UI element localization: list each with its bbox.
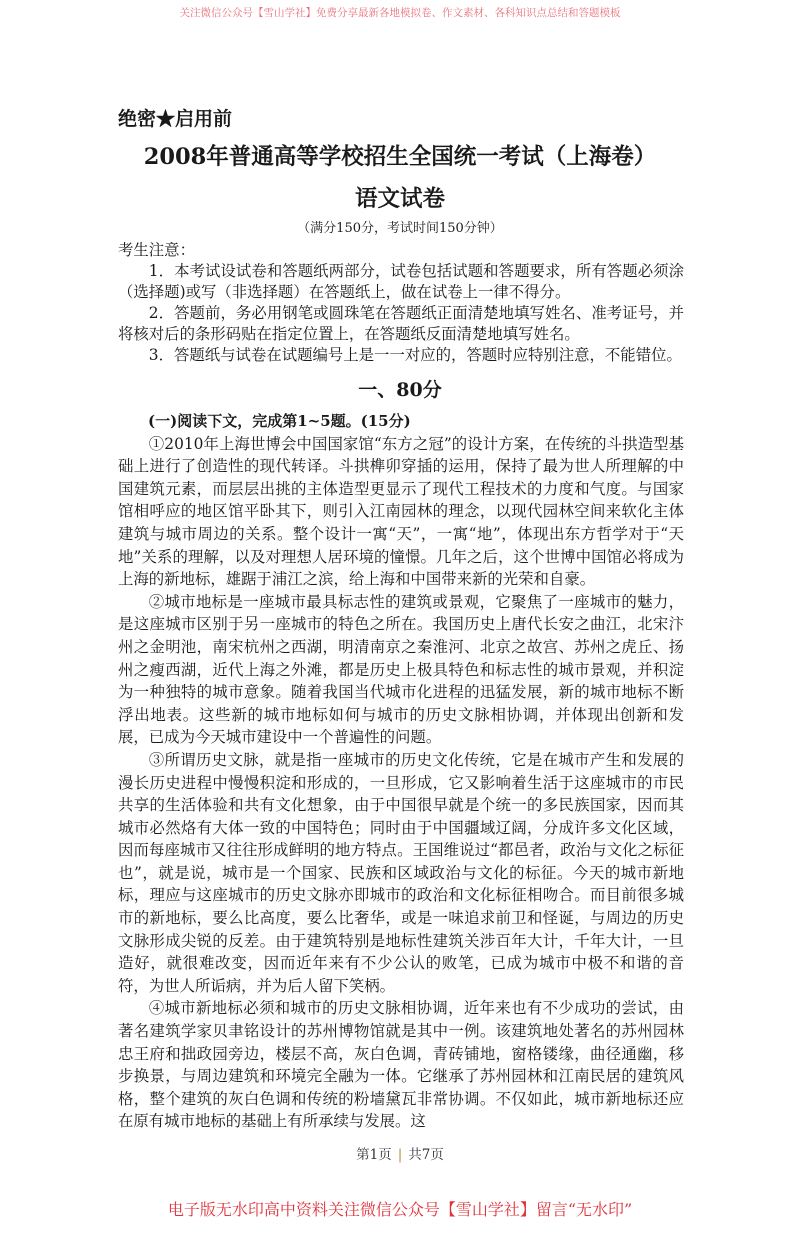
section-heading: 一、80分 (358, 379, 442, 401)
page-total: 共7页 (408, 1147, 444, 1163)
notice-item: 2．答题前，务必用钢笔或圆珠笔在答题纸正面清楚地填写姓名、准考证号，并将核对后的条形码贴在指定位置上，在答题纸反面清楚地填写姓名。 (118, 304, 684, 343)
passage-paragraph: ④城市新地标必须和城市的历史文脉相协调，近年来也有不少成功的尝试，由著名建筑学家贝聿铭设计的苏州博物馆就是其中一例。该建筑地处著名的苏州园林忠王府和拙政园旁边，楼层不高，灰白色调，青砖铺地，窗格镂缘，曲径通幽，移步换景，与周边建筑和环境完全融为一体。它继承了苏州园林和江南民居的建筑风格，整个建筑的灰白色调和传统的粉墙黛瓦非常协调。不仅如此，城市新地标还应在原有城市地标的基础上有所承续与发展。这 (118, 999, 684, 1131)
top-promo-banner: 关注微信公众号【雪山学社】免费分享最新各地模拟卷、作文素材、各科知识点总结和答题模板 (179, 7, 621, 19)
notice-heading: 考生注意： (118, 241, 195, 259)
confidential-label: 绝密★启用前 (118, 108, 233, 130)
exam-title: 2008年普通高等学校招生全国统一考试（上海卷） (143, 144, 657, 170)
passage-paragraph: ①2010年上海世博会中国国家馆“东方之冠”的设计方案，在传统的斗拱造型基础上进行了创造性的现代转译。斗拱榫卯穿插的运用，保持了最为世人所理解的中国建筑元素，而层层出挑的主体造型更显示了现代工程技术的力度和气度。与国家馆相呼应的地区馆平卧其下，则引入江南园林的理念，以现代园林空间来软化主体建筑与城市周边的关系。整个设计一寓“天”，一寓“地”，体现出东方哲学对于“天地”关系的理解，以及对理想人居环境的憧憬。几年之后，这个世博中国馆必将成为上海的新地标，雄踞于浦江之滨，给上海和中国带来新的光荣和自豪。 (118, 434, 684, 589)
notice-item: 3．答题纸与试卷在试题编号上是一一对应的，答题时应特别注意，不能错位。 (148, 346, 682, 364)
page-indicator (0, 1145, 800, 1165)
reading-question: (一)阅读下文，完成第1~5题。(15分) (148, 412, 411, 430)
page-separator: | (397, 1147, 403, 1163)
exam-subtitle: 语文试卷 (354, 186, 445, 212)
passage-paragraph: ②城市地标是一座城市最具标志性的建筑或景观，它聚焦了一座城市的魅力，是这座城市区别于另一座城市的特色之所在。我国历史上唐代长安之曲江，北宋汴州之金明池，南宋杭州之西湖，明清南京之秦淮河、北京之故宫、苏州之虎丘、扬州之瘦西湖，近代上海之外滩，都是历史上极具特色和标志性的城市景观，并积淀为一种独特的城市意象。随着我国当代城市化进程的迅猛发展，新的城市地标不断浮出地表。这些新的城市地标如何与城市的历史文脉相协调，并体现出创新和发展，已成为今天城市建设中一个普遍性的问题。 (118, 592, 684, 747)
notice-item: 1．本考试设试卷和答题纸两部分，试卷包括试题和答题要求，所有答题必须涂（选择题)或写（非选择题）在答题纸上，做在试卷上一律不得分。 (118, 262, 684, 301)
page-current: 第1页 (356, 1147, 392, 1163)
passage-paragraph: ③所谓历史文脉，就是指一座城市的历史文化传统，它是在城市产生和发展的漫长历史进程中慢慢积淀和形成的，一旦形成，它又影响着生活于这座城市的市民共享的生活体验和共有文化想象，由于中国很早就是个统一的多民族国家，因而其城市必然烙有大体一致的中国特色；同时由于中国疆域辽阔，分成许多文化区域，因而每座城市又往往形成鲜明的地方特点。王国维说过“都邑者，政治与文化之标征也”，就是说，城市是一个国家、民族和区域政治与文化的标征。今天的城市新地标，理应与这座城市的历史文脉亦即城市的政治和文化标征相吻合。而目前很多城市的新地标，要么比高度，要么比奢华，或是一味追求前卫和怪诞，与周边的历史文脉形成尖锐的反差。由于建筑特别是地标性建筑关涉百年大计，千年大计，一旦造好，就很难改变，因而近年来有不少公认的败笔，已成为城市中极不和谐的音符，为世人所诟病，并为后人留下笑柄。 (118, 750, 684, 995)
bottom-promo-banner: 电子版无水印高中资料关注微信公众号【雪山学社】留言“无水印” (167, 1200, 633, 1219)
reading-passage (118, 410, 684, 1133)
candidate-notice (118, 240, 684, 366)
score-info: （满分150分，考试时间150分钟） (297, 221, 503, 236)
